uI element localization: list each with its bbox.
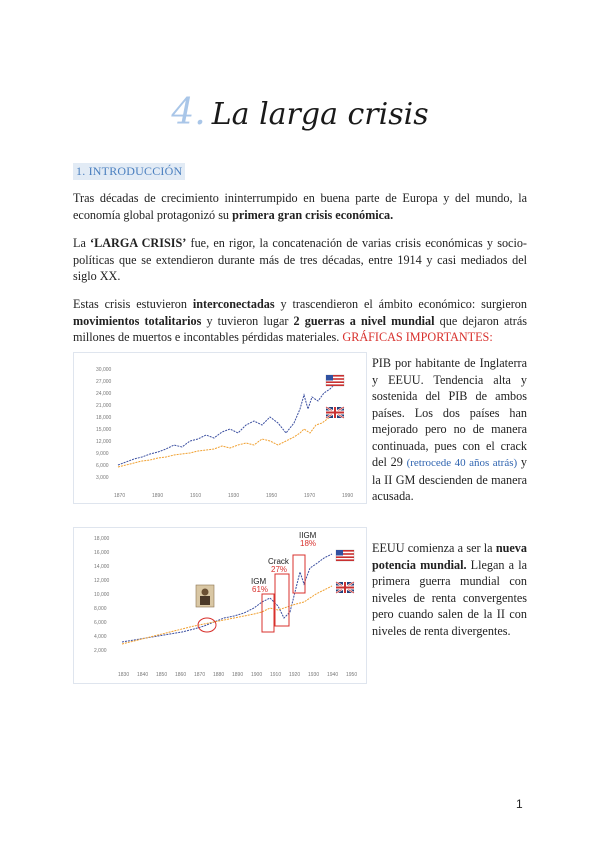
text-run: Tras décadas de crecimiento ininterrumpido en buena parte de Europa y del mundo, la economía global protagonizó su (73, 191, 527, 222)
chart-image-income-convergence (73, 527, 367, 684)
label-igm-pct: 61% (252, 585, 269, 594)
text-run: EEUU comienza a ser la (372, 541, 496, 555)
y-tick-label: 6,000 (96, 463, 109, 469)
y-tick-label: 4,000 (94, 634, 107, 640)
title-number: 4. (171, 92, 206, 133)
y-tick-label: 15,000 (96, 427, 112, 433)
text-run: PIB por habitante de Inglaterra y EEUU. Tendencia alta y sostenida del PIB de ambos países. Los dos países han mejorado pero no de manera continuada, pues con el crack del 29 (372, 356, 527, 469)
title-text: La larga crisis (211, 97, 429, 132)
text-run: La (73, 236, 91, 250)
x-tick-labels (114, 493, 353, 499)
y-tick-label: 8,000 (94, 606, 107, 612)
label-iigm: IIGM (299, 531, 317, 540)
y-tick-label: 12,000 (96, 439, 112, 445)
bold-run: movimientos totalitarios (73, 313, 202, 328)
text-run: y la II GM descienden de manera acusada. (372, 455, 528, 503)
x-tick-label: 1880 (213, 672, 225, 678)
usa-line (118, 379, 342, 465)
x-tick-label: 1890 (152, 493, 164, 499)
y-tick-label: 3,000 (96, 475, 109, 481)
bold-run: 2 guerras a nivel mundial (293, 313, 435, 328)
x-tick-labels (118, 672, 357, 678)
y-tick-label: 16,000 (94, 550, 110, 556)
x-tick-label: 1850 (156, 672, 168, 678)
highlight-run: GRÁFICAS IMPORTANTES: (342, 330, 493, 344)
x-tick-label: 1950 (346, 672, 358, 678)
text-run: que dejaron atrás millones de muertos e incontables pérdidas materiales. (73, 313, 527, 344)
x-tick-label: 1920 (289, 672, 301, 678)
chart-2-svg (74, 528, 366, 683)
y-tick-label: 30,000 (96, 367, 112, 373)
uk-line (122, 586, 332, 644)
blue-note: (retrocede 40 años atrás) (406, 457, 518, 469)
text-run: y trascendieron el ámbito económico: surgieron (274, 297, 527, 311)
text-run: Llegan a la primera guerra mundial con niveles de renta convergentes pero cuando salen de la II con niveles de renta divergentes. (372, 557, 527, 638)
section-heading: 1. INTRODUCCIÓN (73, 163, 185, 180)
text-run: y tuvieron lugar (201, 313, 294, 328)
label-crack: Crack (268, 557, 289, 566)
x-tick-label: 1970 (304, 493, 316, 499)
chart-1-caption (372, 355, 527, 505)
page-number: 1 (516, 797, 523, 811)
x-tick-label: 1870 (194, 672, 206, 678)
chart-1-svg (74, 353, 366, 503)
paragraph-larga-crisis (73, 235, 527, 285)
y-tick-labels (94, 536, 110, 654)
page-title (0, 92, 600, 133)
uk-line (118, 411, 342, 467)
igm-highlight-box (262, 594, 274, 632)
crack-highlight-box (275, 574, 289, 626)
paragraph-crisis-details (73, 296, 527, 346)
paragraph-intro (73, 190, 527, 223)
usa-line (122, 554, 332, 642)
x-tick-label: 1930 (228, 493, 240, 499)
x-tick-label: 1900 (251, 672, 263, 678)
y-tick-label: 12,000 (94, 578, 110, 584)
bold-run: primera gran crisis económica. (232, 207, 394, 222)
highlight-circle (198, 618, 216, 632)
x-tick-label: 1870 (114, 493, 126, 499)
label-iigm-pct: 18% (300, 539, 317, 548)
x-tick-label: 1840 (137, 672, 149, 678)
y-tick-label: 2,000 (94, 648, 107, 654)
y-tick-labels (96, 367, 112, 481)
x-tick-label: 1910 (190, 493, 202, 499)
x-tick-label: 1910 (270, 672, 282, 678)
bold-run: ‘LARGA CRISIS’ (90, 236, 187, 250)
x-tick-label: 1830 (118, 672, 130, 678)
bold-run: interconectadas (192, 297, 275, 311)
x-tick-label: 1990 (342, 493, 354, 499)
y-tick-label: 18,000 (94, 536, 110, 542)
y-tick-label: 21,000 (96, 403, 112, 409)
text-run: Estas crisis estuvieron (73, 297, 193, 311)
y-tick-label: 24,000 (96, 391, 112, 397)
chart-image-gdp-per-capita (73, 352, 367, 504)
x-tick-label: 1860 (175, 672, 187, 678)
y-tick-label: 27,000 (96, 379, 112, 385)
y-tick-label: 9,000 (96, 451, 109, 457)
text-run: fue, en rigor, la concatenación de varias crisis económicas y socio-políticas que se extendieron durante más de tres décadas, entre 1914 y casi mediados del siglo XX. (73, 236, 527, 283)
y-tick-label: 18,000 (96, 415, 112, 421)
label-crack-pct: 27% (271, 565, 288, 574)
y-tick-label: 10,000 (94, 592, 110, 598)
label-igm: IGM (251, 577, 267, 586)
y-tick-label: 6,000 (94, 620, 107, 626)
y-tick-label: 14,000 (94, 564, 110, 570)
x-tick-label: 1890 (232, 672, 244, 678)
x-tick-label: 1930 (308, 672, 320, 678)
x-tick-label: 1940 (327, 672, 339, 678)
x-tick-label: 1950 (266, 493, 278, 499)
chart-2-caption (372, 540, 527, 639)
bold-run: nueva potencia mundial. (372, 541, 527, 572)
